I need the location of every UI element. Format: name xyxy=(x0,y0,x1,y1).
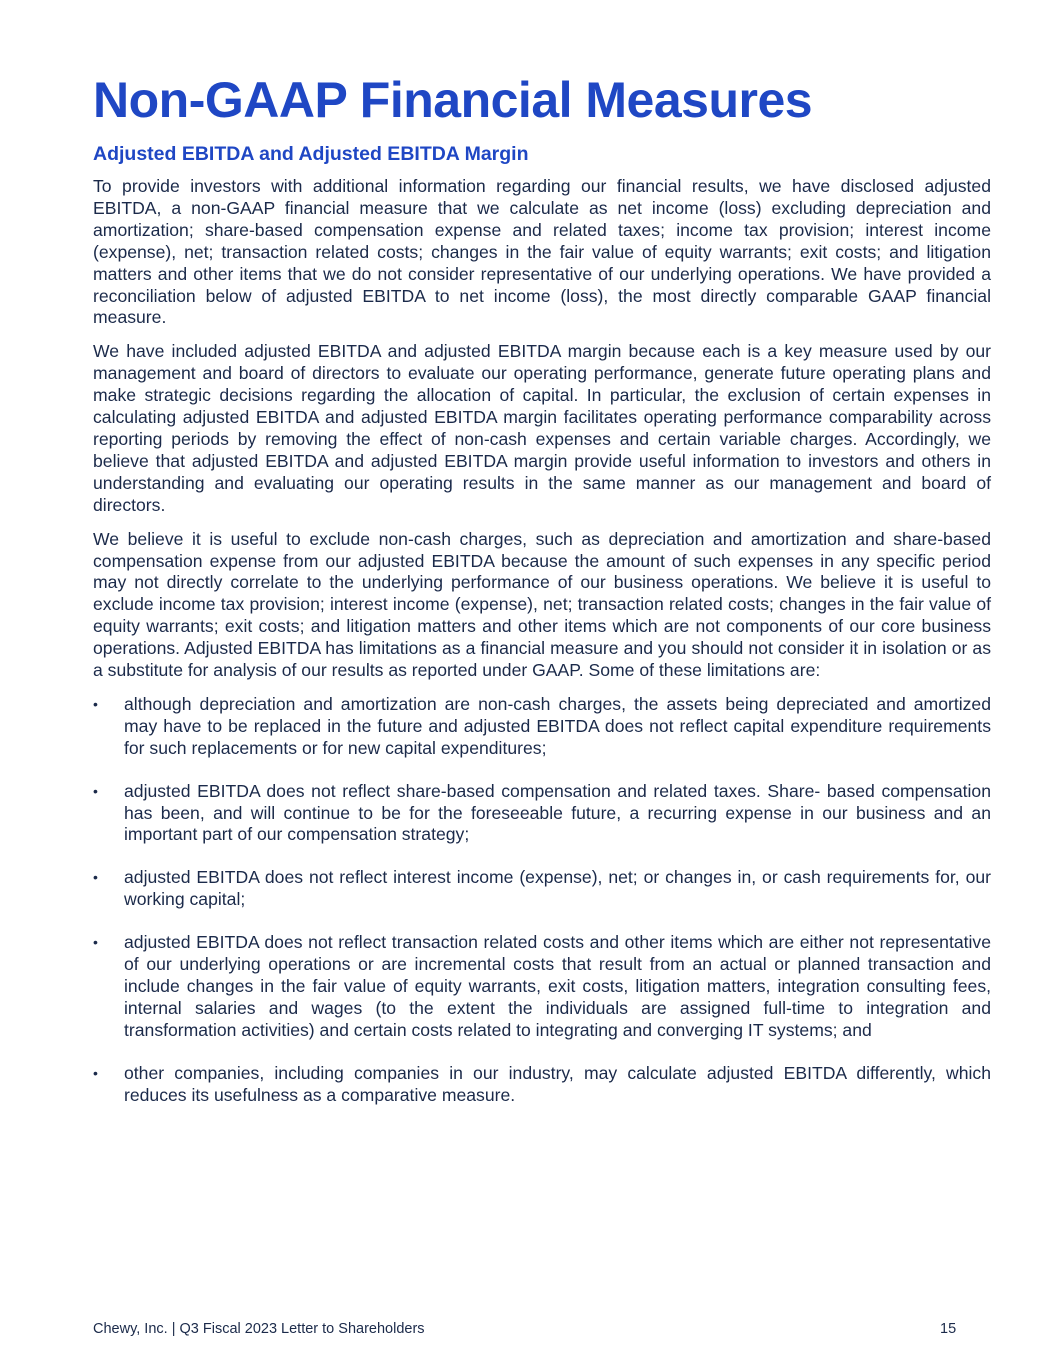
footer-document-title: Chewy, Inc. | Q3 Fiscal 2023 Letter to Shareholders xyxy=(93,1321,425,1337)
list-item-text: adjusted EBITDA does not reflect interest income (expense), net; or changes in, or cash requirements for, our working capital; xyxy=(124,867,991,910)
paragraph-intro: To provide investors with additional information regarding our financial results, we have disclosed adjusted EBITDA, a non-GAAP financial measure that we calculate as net income (loss) excluding depreciation and amortization; share-based compensation expense and related taxes; income tax provision; interest income (expense), net; transaction related costs; changes in the fair value of equity warrants; exit costs; and litigation matters and other items that we do not consider representative of our underlying operations. We have provided a reconciliation below of adjusted EBITDA to net income (loss), the most directly comparable GAAP financial measure. xyxy=(93,176,991,328)
bullet-icon: • xyxy=(93,869,98,886)
list-item xyxy=(93,867,991,911)
paragraph-rationale: We have included adjusted EBITDA and adjusted EBITDA margin because each is a key measure used by our management and board of directors to evaluate our operating performance, generate future operating plans and make strategic decisions regarding the allocation of capital. In particular, the exclusion of certain expenses in calculating adjusted EBITDA and adjusted EBITDA margin facilitates operating performance comparability across reporting periods by removing the effect of non-cash expenses and certain variable charges. Accordingly, we believe that adjusted EBITDA and adjusted EBITDA margin provide useful information to investors and others in understanding and evaluating our operating results in the same manner as our management and board of directors. xyxy=(93,341,991,515)
bullet-icon: • xyxy=(93,695,98,712)
footer-page-number: 15 xyxy=(940,1321,957,1337)
list-item-text: adjusted EBITDA does not reflect transaction related costs and other items which are either not representative of our underlying operations or are incremental costs that result from an actual or planned transaction and include changes in the fair value of equity warrants, exit costs, litigation matters, integration consulting fees, internal salaries and wages (to the extent the individuals are assigned full-time to integration and transformation activities) and certain costs related to integrating and converging IT systems; and xyxy=(124,932,991,1040)
list-item xyxy=(93,932,991,1042)
bullet-icon: • xyxy=(93,1064,98,1081)
list-item-text: other companies, including companies in our industry, may calculate adjusted EBITDA differently, which reduces its usefulness as a comparative measure. xyxy=(124,1062,991,1105)
bullet-icon: • xyxy=(93,782,98,799)
limitations-list xyxy=(93,694,991,1107)
list-item-text: although depreciation and amortization are non-cash charges, the assets being depreciated and amortized may have to be replaced in the future and adjusted EBITDA does not reflect capital expenditure requirements for such replacements or for new capital expenditures; xyxy=(124,693,991,758)
page-title: Non-GAAP Financial Measures xyxy=(93,72,813,128)
document-page xyxy=(93,70,991,1128)
bullet-icon: • xyxy=(93,934,98,951)
list-item-text: adjusted EBITDA does not reflect share-based compensation and related taxes. Share- based compensation has been, and will continue to be for the foreseeable future, a recurring expense in our business and an important part of our compensation strategy; xyxy=(124,780,991,845)
paragraph-limitations: We believe it is useful to exclude non-cash charges, such as depreciation and amortization and share-based compensation expense from our adjusted EBITDA because the amount of such expenses in any specific period may not directly correlate to the underlying performance of our business operations. We believe it is useful to exclude income tax provision; interest income (expense), net; transaction related costs; changes in the fair value of equity warrants; exit costs; and litigation matters and other items which are not components of our core business operations. Adjusted EBITDA has limitations as a financial measure and you should not consider it in isolation or as a substitute for analysis of our results as reported under GAAP. Some of these limitations are: xyxy=(93,528,991,681)
list-item xyxy=(93,1063,991,1107)
list-item xyxy=(93,781,991,847)
section-subtitle: Adjusted EBITDA and Adjusted EBITDA Margin xyxy=(93,143,529,165)
list-item xyxy=(93,694,991,760)
